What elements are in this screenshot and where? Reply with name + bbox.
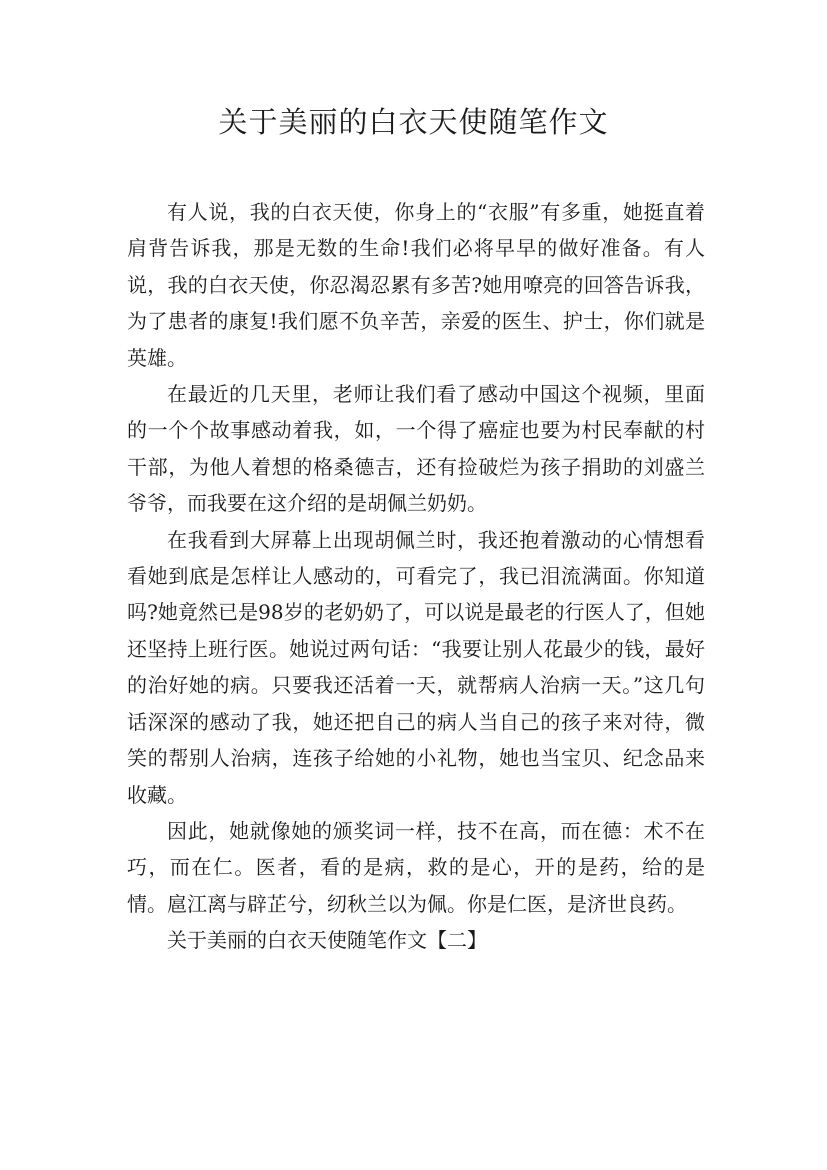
document-body bbox=[127, 194, 705, 959]
paragraph-4: 因此，她就像她的颁奖词一样，技不在高，而在德：术不在巧，而在仁。医者，看的是病，救的是心，开的是药，给的是情。扈江离与辟芷兮，纫秋兰以为佩。你是仁医，是济世良药。 bbox=[127, 818, 705, 916]
section-heading-2: 关于美丽的白衣天使随笔作文【二】 bbox=[167, 928, 487, 953]
document-title: 关于美丽的白衣天使随笔作文 bbox=[218, 105, 609, 139]
paragraph-1: 有人说，我的白衣天使，你身上的“衣服”有多重，她挺直着肩背告诉我，那是无数的生命!我们必将早早的做好准备。有人说，我的白衣天使，你忍渴忍累有多苦?她用嘹亮的回答告诉我，为了患者的康复!我们愿不负辛苦，亲爱的医生、护士，你们就是英雄。 bbox=[127, 200, 705, 370]
paragraph-2: 在最近的几天里，老师让我们看了感动中国这个视频，里面的一个个故事感动着我，如，一个得了癌症也要为村民奉献的村干部，为他人着想的格桑德吉，还有捡破烂为孩子捐助的刘盛兰爷爷，而我要在这介绍的是胡佩兰奶奶。 bbox=[127, 382, 705, 516]
paragraph-3: 在我看到大屏幕上出现胡佩兰时，我还抱着激动的心情想看看她到底是怎样让人感动的，可看完了，我已泪流满面。你知道吗?她竟然已是98岁的老奶奶了，可以说是最老的行医人了，但她还坚持上班行医。她说过两句话：“我要让别人花最少的钱，最好的治好她的病。只要我还活着一天，就帮病人治病一天。”这几句话深深的感动了我，她还把自己的病人当自己的孩子来对待，微笑的帮别人治病，连孩子给她的小礼物，她也当宝贝、纪念品来收藏。 bbox=[127, 527, 705, 807]
